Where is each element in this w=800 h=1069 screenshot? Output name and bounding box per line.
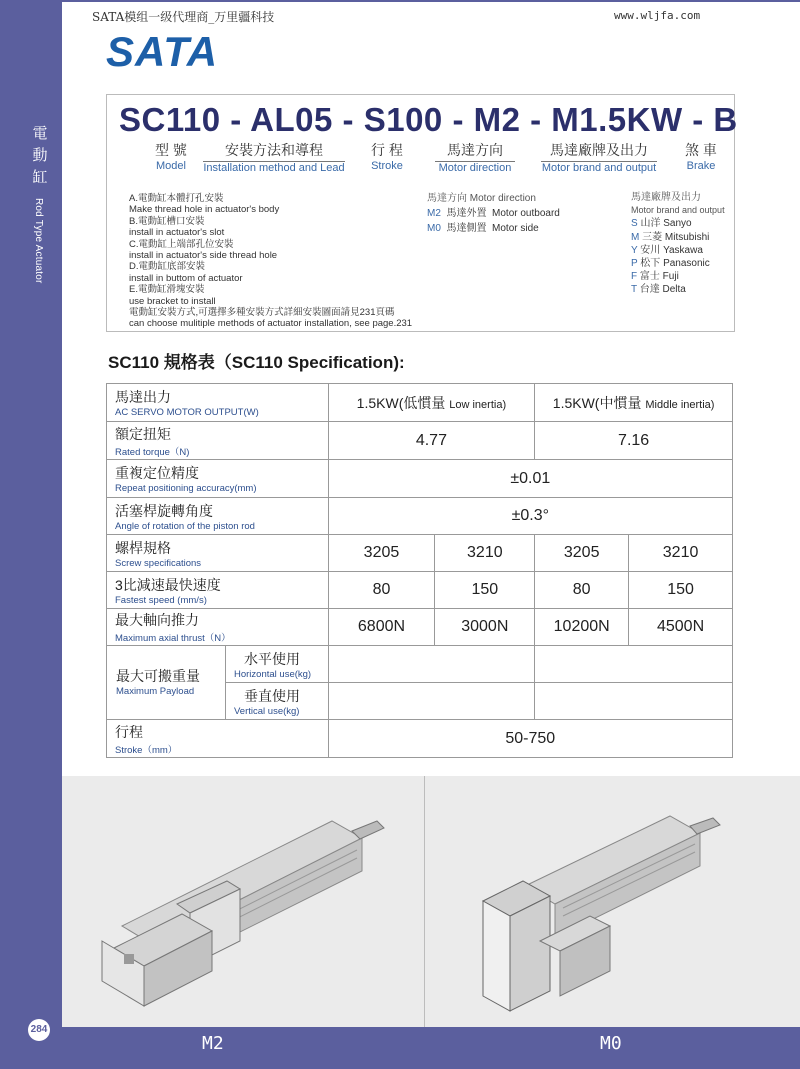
brand-item bbox=[631, 231, 731, 244]
direction-item bbox=[427, 221, 607, 236]
install-line: E.電動缸滑塊安裝 bbox=[129, 284, 205, 296]
code-part-brand bbox=[541, 140, 657, 174]
install-line: can choose mulitiple methods of actuator installation, see page.231 bbox=[129, 318, 413, 330]
table-row-rotation bbox=[107, 498, 733, 535]
sidebar-subtitle: Rod Type Actuator bbox=[33, 198, 44, 284]
label-en: AC SERVO MOTOR OUTPUT(W) bbox=[115, 407, 259, 418]
brand-en: Yaskawa bbox=[663, 244, 703, 256]
table-row-motor-output bbox=[107, 384, 733, 422]
table-row-repeat bbox=[107, 460, 733, 498]
installation-method-list bbox=[129, 193, 429, 330]
brand-en: Delta bbox=[662, 284, 686, 296]
brand-item bbox=[631, 283, 731, 296]
sidebar-char: 缸 bbox=[32, 168, 48, 186]
payload-vertical-label bbox=[226, 683, 329, 720]
sidebar-char: 動 bbox=[32, 146, 48, 164]
motor-direction-list bbox=[427, 191, 607, 236]
label-en: Angle of rotation of the piston rod bbox=[115, 520, 255, 532]
part-en: Motor brand and output bbox=[541, 162, 657, 174]
direction-code: M2 bbox=[427, 208, 441, 219]
label-en: Repeat positioning accuracy(mm) bbox=[115, 483, 257, 494]
torque-value: 4.77 bbox=[328, 422, 535, 460]
figure-label-m0: M0 bbox=[600, 1033, 622, 1054]
brand-cn: 富士 bbox=[639, 271, 660, 283]
label-cn: 最大軸向推力 bbox=[115, 612, 199, 628]
direction-cn: 馬達側置 bbox=[446, 223, 487, 234]
code-part-model bbox=[147, 140, 195, 172]
inertia-en: Middle inertia) bbox=[645, 398, 715, 411]
sidebar-char: 電 bbox=[32, 124, 48, 142]
motor-brand-list bbox=[631, 191, 731, 297]
rotation-value: ±0.3° bbox=[328, 498, 732, 535]
brand-header-cn: 馬達廠牌及出力 bbox=[631, 192, 701, 203]
install-line: D.電動缸底部安裝 bbox=[129, 261, 206, 273]
label-en: Rated torque（N) bbox=[115, 446, 190, 458]
brand-en: Fuji bbox=[662, 271, 679, 283]
label-en: Stroke（mm） bbox=[115, 744, 178, 756]
model-code-box bbox=[106, 94, 738, 332]
direction-header: 馬達方向 Motor direction bbox=[427, 193, 536, 204]
speed-value: 80 bbox=[535, 572, 629, 609]
direction-code: M0 bbox=[427, 223, 441, 234]
stroke-value: 50-750 bbox=[328, 720, 732, 758]
part-cn: 煞 車 bbox=[685, 142, 717, 158]
brand-item bbox=[631, 244, 731, 257]
label-cn: 水平使用 bbox=[244, 651, 300, 667]
table-row-payload-horizontal bbox=[107, 646, 733, 683]
row-label bbox=[107, 460, 329, 498]
part-en: Model bbox=[156, 160, 186, 172]
thrust-value: 6800N bbox=[328, 609, 435, 646]
install-line: Make thread hole in actuator's body bbox=[129, 204, 280, 216]
install-line: install in buttom of actuator bbox=[129, 272, 243, 284]
brand-en: Sanyo bbox=[663, 218, 692, 230]
direction-item bbox=[427, 206, 607, 221]
label-en: Maximum Payload bbox=[116, 686, 195, 697]
install-line: B.電動缸槽口安裝 bbox=[129, 215, 205, 227]
screw-value: 3210 bbox=[435, 535, 535, 572]
bottom-bar bbox=[62, 1027, 800, 1069]
page-number: 284 bbox=[28, 1019, 50, 1041]
label-cn: 最大可搬重量 bbox=[116, 668, 200, 684]
payload-main-label bbox=[107, 646, 226, 720]
brand-cn: 安川 bbox=[640, 244, 661, 256]
brand-code: P bbox=[631, 258, 638, 270]
screw-value: 3210 bbox=[629, 535, 733, 572]
figure-label-m2: M2 bbox=[202, 1033, 224, 1054]
brand-code: T bbox=[631, 284, 637, 296]
part-cn: 馬達方向 bbox=[447, 142, 503, 158]
label-cn: 垂直使用 bbox=[244, 688, 300, 704]
thrust-value: 10200N bbox=[535, 609, 629, 646]
payload-horizontal-label bbox=[226, 646, 329, 683]
row-label bbox=[107, 720, 329, 758]
part-cn: 行 程 bbox=[371, 142, 403, 158]
row-label bbox=[107, 572, 329, 609]
payload-label-cell bbox=[107, 646, 329, 720]
install-line: 電動缸安裝方式,可選擇多種安裝方式詳細安裝圖面請見231頁碼 bbox=[129, 307, 395, 319]
payload-vertical-value-low bbox=[328, 683, 535, 720]
brand-code: S bbox=[631, 218, 638, 230]
code-part-install bbox=[203, 140, 345, 174]
screw-value: 3205 bbox=[328, 535, 435, 572]
row-label bbox=[107, 609, 329, 646]
screw-value: 3205 bbox=[535, 535, 629, 572]
direction-en: Motor outboard bbox=[492, 208, 560, 219]
repeat-value: ±0.01 bbox=[328, 460, 732, 498]
brand-header-en: Motor brand and output bbox=[631, 205, 725, 216]
label-cn: 額定扭矩 bbox=[115, 425, 171, 442]
top-rule bbox=[62, 0, 800, 2]
label-en: Maximum axial thrust（N） bbox=[115, 633, 231, 644]
part-cn: 安裝方法和導程 bbox=[225, 142, 323, 158]
table-row-stroke bbox=[107, 720, 733, 758]
label-cn: 馬達出力 bbox=[115, 389, 171, 405]
payload-vertical-value-mid bbox=[535, 683, 733, 720]
actuator-m2-image bbox=[62, 776, 424, 1027]
payload-horizontal-value-mid bbox=[535, 646, 733, 683]
table-row-speed bbox=[107, 572, 733, 609]
label-cn: 重複定位精度 bbox=[115, 465, 199, 481]
brand-cn: 台達 bbox=[639, 284, 660, 296]
row-label bbox=[107, 498, 329, 535]
code-part-brake bbox=[681, 140, 721, 172]
inertia-cn: (低慣量 bbox=[398, 394, 446, 411]
inertia-cn: (中慣量 bbox=[594, 394, 642, 411]
part-en: Stroke bbox=[371, 160, 403, 172]
label-cn: 行程 bbox=[115, 723, 143, 740]
thrust-value: 4500N bbox=[629, 609, 733, 646]
output-value: 1.5KW bbox=[356, 394, 399, 411]
header-website: www.wljfa.com bbox=[614, 9, 701, 22]
header-distributor: SATA模组一级代理商_万里疆科技 bbox=[92, 10, 275, 24]
table-row-screw bbox=[107, 535, 733, 572]
row-label bbox=[107, 384, 329, 422]
spec-title: SC110 規格表（SC110 Specification): bbox=[108, 353, 405, 372]
brand-cn: 松下 bbox=[640, 258, 661, 270]
sidebar-category bbox=[30, 122, 50, 188]
brand-code: M bbox=[631, 231, 640, 243]
part-cn: 馬達廠牌及出力 bbox=[550, 142, 648, 158]
brand-en: Panasonic bbox=[663, 258, 710, 270]
label-cn: 活塞桿旋轉角度 bbox=[115, 502, 213, 519]
row-label bbox=[107, 535, 329, 572]
part-en: Motor direction bbox=[438, 162, 512, 174]
torque-value: 7.16 bbox=[535, 422, 733, 460]
brand-cn: 山洋 bbox=[640, 218, 661, 230]
install-line: install in actuator's slot bbox=[129, 227, 225, 239]
code-part-stroke bbox=[365, 140, 409, 172]
row-label bbox=[107, 422, 329, 460]
brand-item bbox=[631, 257, 731, 270]
inertia-en: Low inertia) bbox=[449, 398, 507, 411]
label-en: Screw specifications bbox=[115, 557, 202, 569]
direction-cn: 馬達外置 bbox=[446, 208, 487, 219]
brand-cn: 三菱 bbox=[642, 231, 663, 243]
label-en: Vertical use(kg) bbox=[234, 706, 300, 717]
table-row-thrust bbox=[107, 609, 733, 646]
motor-output-mid bbox=[535, 384, 733, 422]
label-en: Horizontal use(kg) bbox=[234, 669, 312, 680]
install-line: use bracket to install bbox=[129, 295, 216, 307]
brand-code: F bbox=[631, 271, 638, 283]
part-cn: 型 號 bbox=[155, 142, 187, 158]
install-line: A.電動缸本體打孔安裝 bbox=[129, 193, 224, 204]
speed-value: 80 bbox=[328, 572, 435, 609]
thrust-value: 3000N bbox=[435, 609, 535, 646]
brand-item bbox=[631, 270, 731, 283]
actuator-m0-image bbox=[425, 776, 800, 1027]
brand-item bbox=[631, 217, 731, 230]
code-part-direction bbox=[435, 140, 515, 174]
label-cn: 螺桿規格 bbox=[115, 539, 171, 556]
brand-code: Y bbox=[631, 244, 638, 256]
part-en: Brake bbox=[686, 160, 716, 172]
output-value: 1.5KW bbox=[552, 394, 595, 411]
sata-logo: SATA bbox=[106, 28, 219, 75]
payload-horizontal-value-low bbox=[328, 646, 535, 683]
brand-en: Mitsubishi bbox=[664, 231, 710, 243]
speed-value: 150 bbox=[435, 572, 535, 609]
label-cn: 3比減速最快速度 bbox=[115, 576, 221, 593]
table-row-torque bbox=[107, 422, 733, 460]
direction-en: Motor side bbox=[492, 223, 539, 234]
install-line: C.電動缸上端部孔位安裝 bbox=[129, 238, 234, 250]
part-en: Installation method and Lead bbox=[203, 162, 345, 174]
install-line: install in actuator's side thread hole bbox=[129, 250, 278, 262]
spec-table bbox=[106, 383, 733, 758]
model-code: SC110 - AL05 - S100 - M2 - M1.5KW - B bbox=[119, 101, 738, 138]
label-en: Fastest speed (mm/s) bbox=[115, 594, 207, 606]
motor-output-low bbox=[328, 384, 535, 422]
speed-value: 150 bbox=[629, 572, 733, 609]
